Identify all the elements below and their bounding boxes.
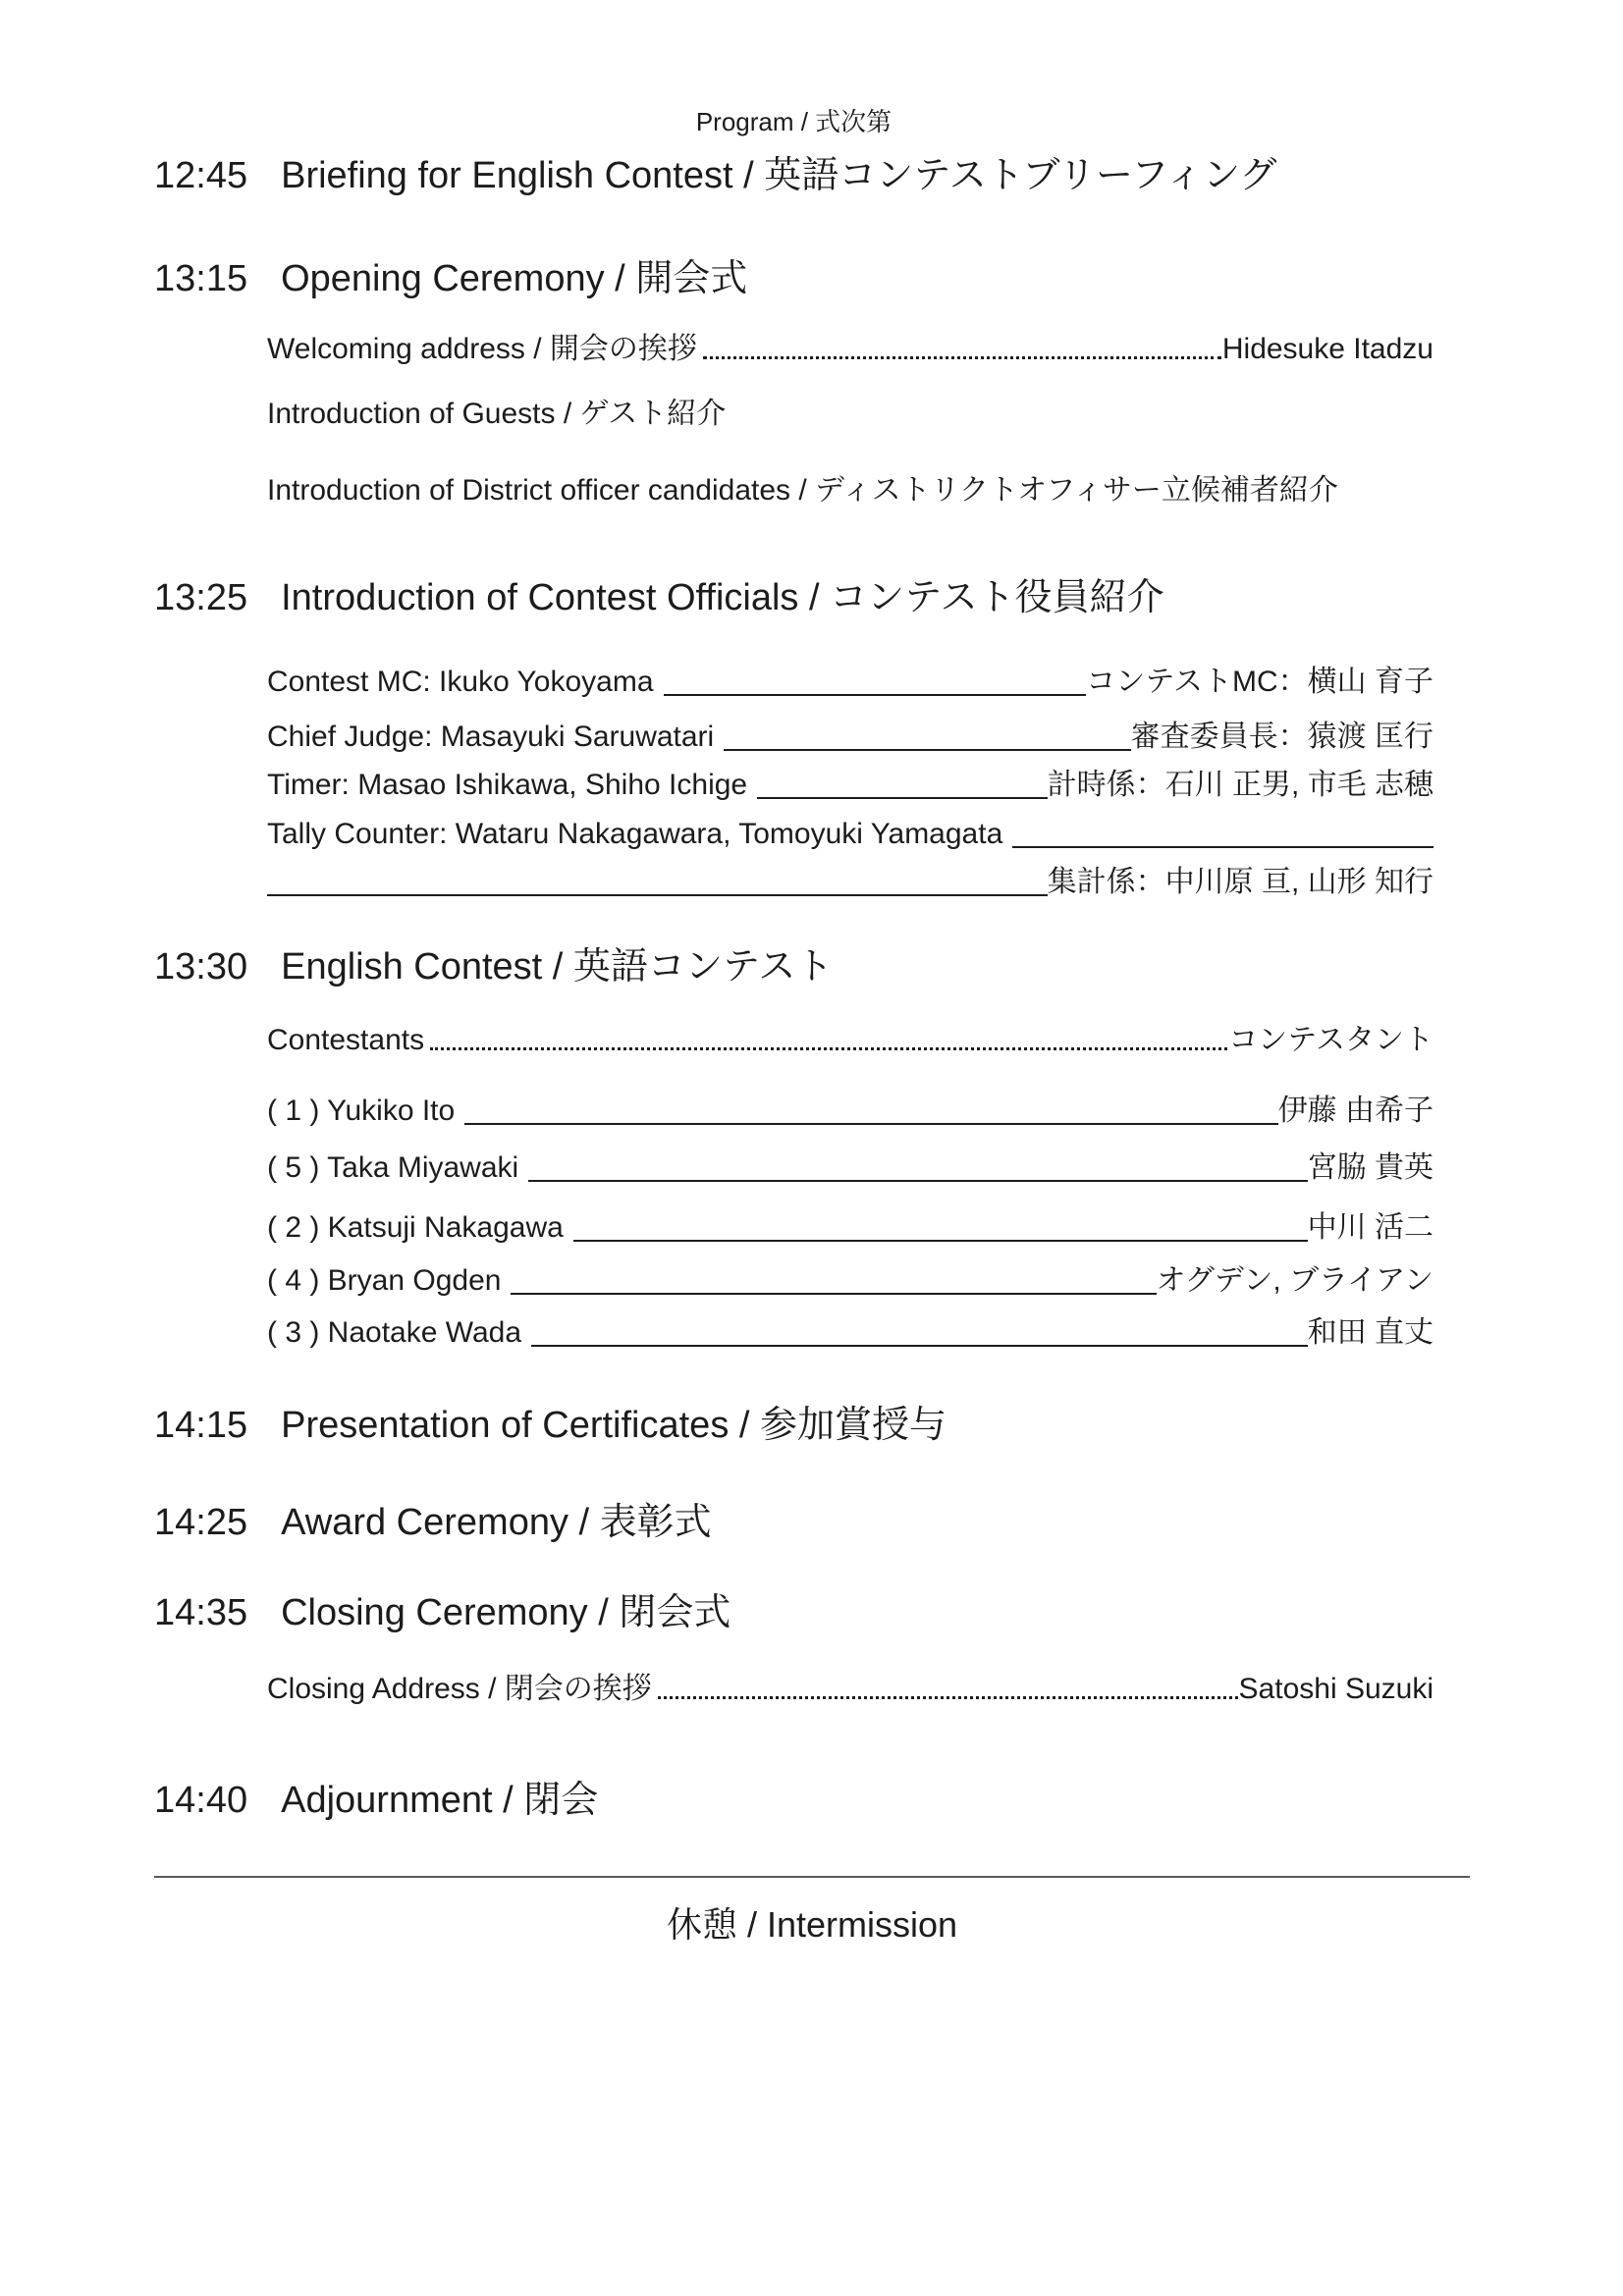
schedule-title: Closing Ceremony / 閉会式 [281, 1592, 731, 1633]
official-chief-judge [267, 719, 1434, 756]
item-closing-address [267, 1671, 1434, 1708]
contestant-2 [267, 1209, 1434, 1247]
schedule-time: 13:15 [154, 258, 248, 299]
schedule-time: 13:25 [154, 577, 248, 618]
underscore-leader [528, 1180, 1307, 1182]
underscore-leader [511, 1293, 1156, 1295]
underscore-leader [757, 797, 1048, 799]
underscore-leader [664, 694, 1087, 696]
schedule-heading-opening-ceremony [154, 256, 1434, 301]
schedule-heading-contest-officials [154, 575, 1434, 620]
contestant-name-en: ( 2 ) Katsuji Nakagawa [267, 1211, 564, 1244]
schedule-time: 14:40 [154, 1780, 248, 1821]
item-label: Closing Address / 閉会の挨拶 [267, 1673, 652, 1705]
dotted-leader [430, 1047, 1227, 1050]
section-divider [154, 1876, 1470, 1878]
contestant-name-en: ( 1 ) Yukiko Ito [267, 1095, 456, 1127]
schedule-title: Opening Ceremony / 開会式 [281, 258, 748, 299]
item-label-ja: コンテスタント [1228, 1024, 1434, 1056]
schedule-time: 12:45 [154, 155, 248, 196]
schedule-time: 14:15 [154, 1405, 248, 1446]
underscore-leader [573, 1240, 1308, 1242]
official-role-ja: コンテストMC：横山 育子 [1086, 666, 1434, 698]
schedule-title: Briefing for English Contest / 英語コンテストブリーフィング [281, 155, 1277, 196]
schedule-time: 14:35 [154, 1592, 248, 1633]
item-label: Introduction of District officer candidates / ディストリクトオフィサー立候補者紹介 [267, 474, 1338, 507]
schedule-heading-certificates [154, 1403, 1434, 1448]
item-label: Welcoming address / 開会の挨拶 [267, 333, 697, 365]
dotted-leader [703, 356, 1221, 359]
item-person-name: Satoshi Suzuki [1238, 1673, 1434, 1705]
contestant-name-en: ( 4 ) Bryan Ogden [267, 1264, 502, 1297]
intermission-label: 休憩 / Intermission [666, 1904, 958, 1945]
official-role-en: Chief Judge: Masayuki Saruwatari [267, 721, 715, 753]
official-role-ja: 計時係：石川 正男, 市毛 志穂 [1047, 769, 1434, 801]
schedule-heading-english-contest [154, 944, 1434, 989]
official-tally-counter-line2 [267, 864, 1434, 901]
schedule-title: Presentation of Certificates / 参加賞授与 [281, 1405, 947, 1446]
official-timer [267, 767, 1434, 804]
contestant-name-ja: オグデン, ブライアン [1156, 1264, 1434, 1297]
schedule-title: Adjournment / 閉会 [281, 1780, 599, 1821]
official-role-ja: 審査委員長：猿渡 匡行 [1130, 721, 1434, 753]
contestant-name-ja: 伊藤 由希子 [1277, 1095, 1434, 1127]
contestant-name-ja: 和田 直丈 [1307, 1316, 1434, 1349]
schedule-title: Award Ceremony / 表彰式 [281, 1502, 712, 1543]
contestant-4 [267, 1262, 1434, 1300]
schedule-time: 13:30 [154, 946, 248, 988]
page-title: Program / 式次第 [695, 107, 893, 136]
item-person-name: Hidesuke Itadzu [1221, 333, 1434, 365]
schedule-heading-briefing [154, 153, 1434, 198]
underscore-leader [531, 1345, 1308, 1347]
underscore-leader [724, 749, 1130, 751]
schedule-time: 14:25 [154, 1502, 248, 1543]
contestant-name-ja: 中川 活二 [1307, 1211, 1434, 1244]
item-contestants [267, 1022, 1434, 1059]
schedule-heading-closing-ceremony [154, 1590, 1434, 1635]
underscore-leader [464, 1123, 1277, 1125]
contestant-1 [267, 1093, 1434, 1130]
official-role-en: Tally Counter: Wataru Nakagawara, Tomoyuki Yamagata [267, 818, 1003, 850]
schedule-title: English Contest / 英語コンテスト [281, 946, 834, 988]
contestant-5 [267, 1149, 1434, 1187]
contestant-3 [267, 1314, 1434, 1352]
official-role-en: Contest MC: Ikuko Yokoyama [267, 666, 654, 698]
item-welcoming-address [267, 331, 1434, 368]
underscore-leader [1012, 846, 1434, 848]
official-contest-mc [267, 664, 1434, 701]
schedule-heading-award-ceremony [154, 1500, 1434, 1545]
item-introduction-of-candidates [267, 472, 1434, 509]
official-tally-counter-line1 [267, 816, 1434, 853]
item-label: Contestants [267, 1024, 425, 1056]
dotted-leader [658, 1696, 1238, 1699]
underscore-leader [267, 894, 1048, 896]
schedule-heading-adjournment [154, 1778, 1434, 1823]
contestant-name-en: ( 3 ) Naotake Wada [267, 1316, 521, 1349]
official-role-en: Timer: Masao Ishikawa, Shiho Ichige [267, 769, 748, 801]
item-label: Introduction of Guests / ゲスト紹介 [267, 398, 727, 430]
contestant-name-en: ( 5 ) Taka Miyawaki [267, 1151, 519, 1184]
item-introduction-of-guests [267, 396, 1434, 433]
contestant-name-ja: 宮脇 貴英 [1307, 1151, 1434, 1184]
schedule-title: Introduction of Contest Officials / コンテスト役員紹介 [281, 577, 1164, 618]
official-role-ja: 集計係：中川原 亘, 山形 知行 [1047, 866, 1434, 898]
